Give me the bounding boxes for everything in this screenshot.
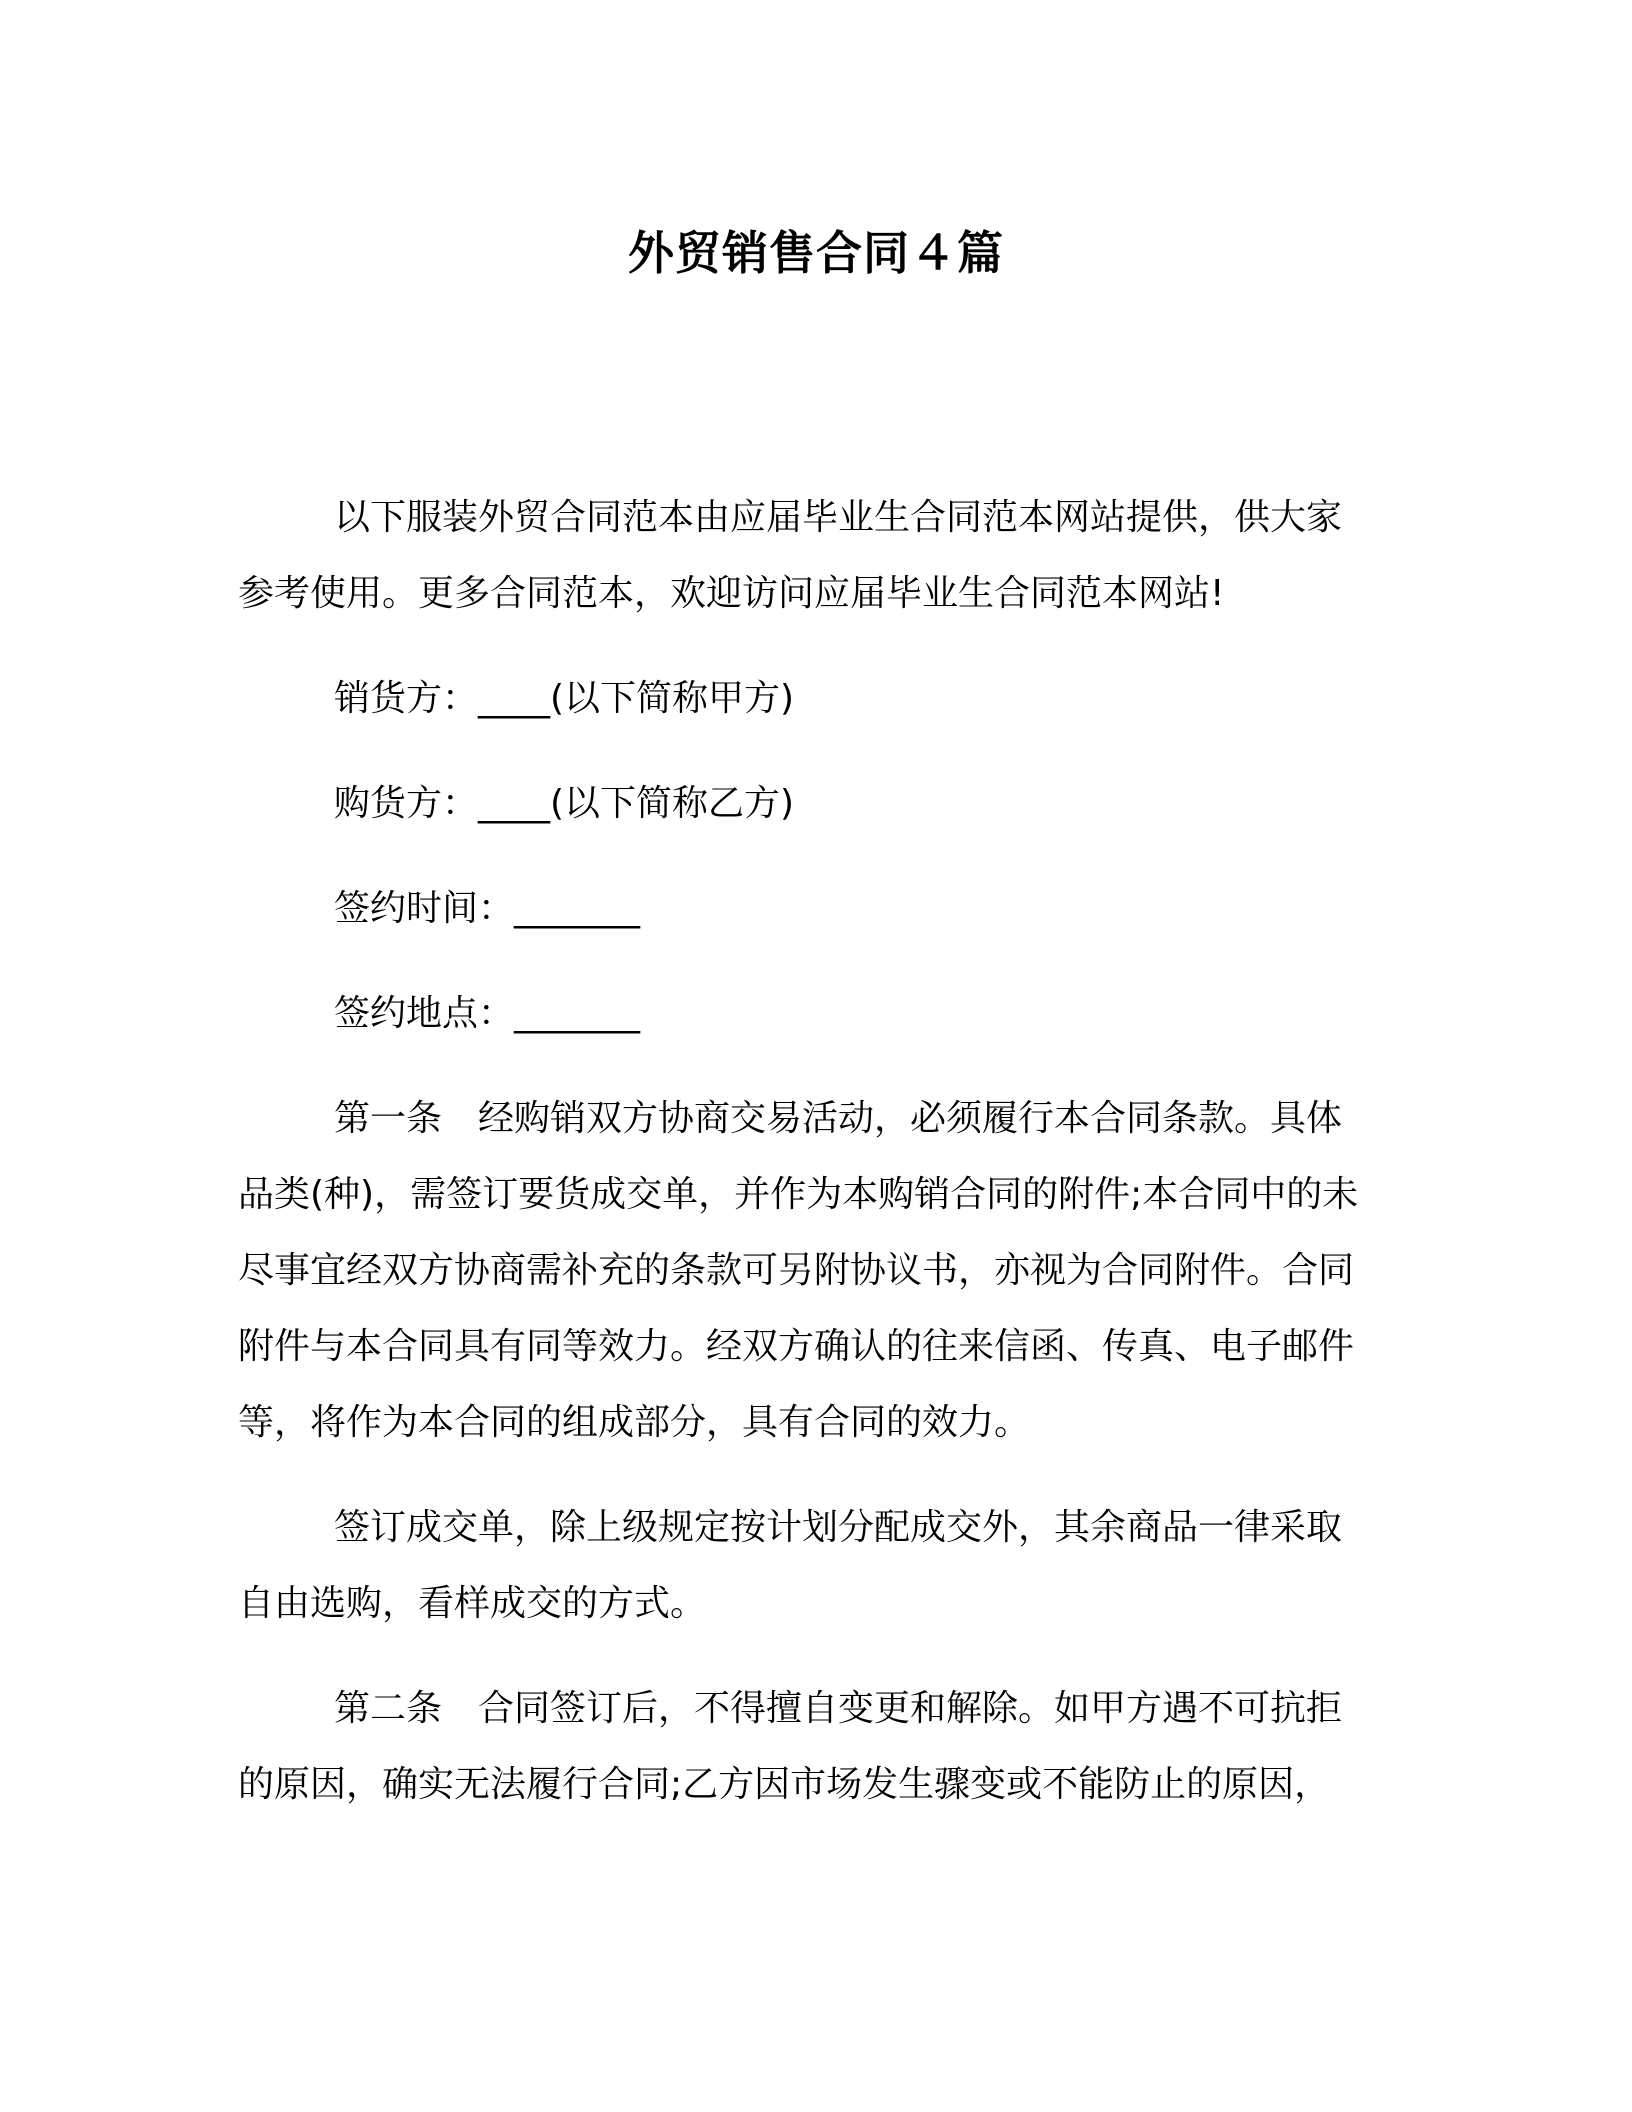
paragraph-article-2: 第二条 合同签订后，不得擅自变更和解除。如甲方遇不可抗拒的原因，确实无法履行合同;乙方因市场发生骤变或不能防止的原因， [238, 1688, 1343, 1805]
paragraph-order-form: 签订成交单，除上级规定按计划分配成交外，其余商品一律采取自由选购，看样成交的方式。 [238, 1507, 1343, 1624]
paragraph-intro: 以下服装外贸合同范本由应届毕业生合同范本网站提供，供大家参考使用。更多合同范本，欢迎访问应届毕业生合同范本网站! [238, 497, 1343, 614]
document-body [238, 480, 1374, 1852]
paragraph-buyer: 购货方：____(以下简称乙方) [334, 783, 795, 824]
paragraph-signing-time: 签约时间：_______ [334, 888, 641, 929]
paragraph-article-1: 第一条 经购销双方协商交易活动，必须履行本合同条款。具体品类(种)，需签订要货成交单，并作为本购销合同的附件;本合同中的未尽事宜经双方协商需补充的条款可另附协议书，亦视为合同附件。合同附件与本合同具有同等效力。经双方确认的往来信函、传真、电子邮件等，将作为本合同的组成部分，具有合同的效力。 [238, 1098, 1359, 1443]
document-title: 外贸销售合同４篇 [628, 226, 1004, 280]
paragraph-signing-place: 签约地点：_______ [334, 993, 641, 1034]
paragraph-seller: 销货方：____(以下简称甲方) [334, 678, 795, 719]
